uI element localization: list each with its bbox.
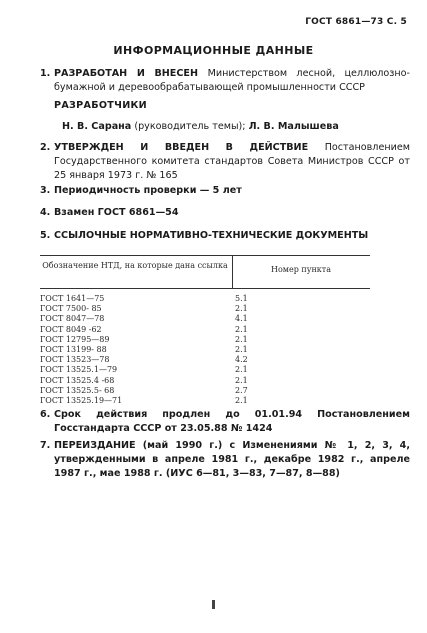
table-cell-clause: 5.1: [235, 294, 248, 303]
item-1-number: 1.: [40, 68, 51, 79]
table-cell-document: ГОСТ 13199- 88: [40, 344, 107, 354]
item-7-lead: ПЕРЕИЗДАНИЕ: [54, 440, 136, 451]
table-cell-clause: 2.1: [235, 365, 248, 375]
table-header-clause: Номер пункта: [271, 265, 331, 274]
references-table: [40, 255, 370, 406]
table-cell-document: ГОСТ 7500- 85: [40, 304, 102, 314]
developers-heading: РАЗРАБОТЧИКИ: [54, 100, 147, 111]
table-row: [40, 314, 370, 324]
table-cell-document: ГОСТ 8049 -62: [40, 324, 102, 334]
section-title: ИНФОРМАЦИОННЫЕ ДАННЫЕ: [113, 44, 314, 57]
table-cell-document: ГОСТ 12795—89: [40, 334, 110, 344]
table-cell-clause: 2.1: [235, 304, 248, 314]
table-cell-clause: 4.2: [235, 355, 248, 365]
item-2-lead: УТВЕРЖДЕН И ВВЕДЕН В ДЕЙСТВИЕ: [54, 142, 309, 153]
table-cell-clause: 2.7: [235, 385, 248, 395]
item-4-text: Взамен ГОСТ 6861—54: [54, 207, 179, 218]
table-row: [40, 365, 370, 375]
table-cell-document: ГОСТ 13525.1—79: [40, 365, 118, 375]
item-6-text: Срок действия продлен до 01.01.94 Постановлением Госстандарта СССР от 23.05.88 № 1424: [54, 409, 410, 434]
table-row: [40, 386, 370, 396]
item-3-number: 3.: [40, 185, 51, 196]
item-3-text: Периодичность проверки — 5 лет: [54, 185, 242, 196]
table-cell-document: ГОСТ 8047—78: [40, 314, 105, 324]
table-row: [40, 355, 370, 365]
table-row: [40, 294, 370, 304]
item-1-text: Министерством лесной, целлюлозно-бумажной и деревообрабатывающей промышленности СССР: [54, 68, 410, 93]
table-cell-clause: 4.1: [235, 314, 248, 324]
table-row: [40, 304, 370, 314]
table-header: [40, 255, 370, 289]
table-header-document: Обозначение НТД, на которые дана ссылка: [42, 261, 228, 270]
item-1-body: [54, 67, 410, 95]
item-1-lead: РАЗРАБОТАН И ВНЕСЕН: [54, 68, 198, 79]
item-2-text: Постановлением Государственного комитета стандартов Совета Министров СССР от 25 января 1973 г. № 165: [54, 142, 410, 181]
table-cell-clause: 2.1: [235, 334, 248, 344]
table-cell-document: ГОСТ 13525.4 -68: [40, 375, 115, 385]
item-2-number: 2.: [40, 142, 51, 153]
item-2-body: [54, 141, 410, 183]
table-cell-document: ГОСТ 1641—75: [40, 294, 105, 303]
page-header-code: ГОСТ 6861—73 С. 5: [305, 17, 407, 27]
table-row: [40, 396, 370, 406]
item-7-text: (май 1990 г.) с Изменениями № 1, 2, 3, 4, утвержденными в апреле 1981 г., декабре 1982 г., апреле 1987 г., мае 1988 г. (ИУС 6—81, 3—83, 7—87, 8—88): [54, 440, 411, 479]
developer-name-2: Л. В. Малышева: [248, 121, 339, 132]
item-5-number: 5.: [40, 230, 51, 241]
table-cell-clause: 2.1: [235, 344, 248, 354]
table-row: [40, 376, 370, 386]
developer-role-1: (руководитель темы);: [134, 121, 246, 132]
table-cell-clause: 2.1: [235, 375, 248, 385]
table-row: [40, 325, 370, 335]
developer-name-1: Н. В. Сарана: [62, 121, 132, 132]
item-7-number: 7.: [40, 440, 51, 451]
table-body: [40, 294, 370, 406]
item-6-number: 6.: [40, 409, 51, 420]
table-cell-document: ГОСТ 13525.19—71: [40, 395, 123, 405]
table-row: [40, 345, 370, 355]
item-5-text: ССЫЛОЧНЫЕ НОРМАТИВНО-ТЕХНИЧЕСКИЕ ДОКУМЕНТЫ: [54, 230, 369, 241]
table-cell-document: ГОСТ 13525.5- 68: [40, 385, 115, 395]
table-cell-clause: 2.1: [235, 324, 248, 334]
table-cell-document: ГОСТ 13523—78: [40, 355, 110, 365]
table-row: [40, 335, 370, 345]
table-cell-clause: 2.1: [235, 395, 248, 405]
item-7-body: [54, 439, 410, 481]
developers-list: [62, 121, 339, 132]
page-mark: [212, 600, 215, 609]
item-4-number: 4.: [40, 207, 51, 218]
